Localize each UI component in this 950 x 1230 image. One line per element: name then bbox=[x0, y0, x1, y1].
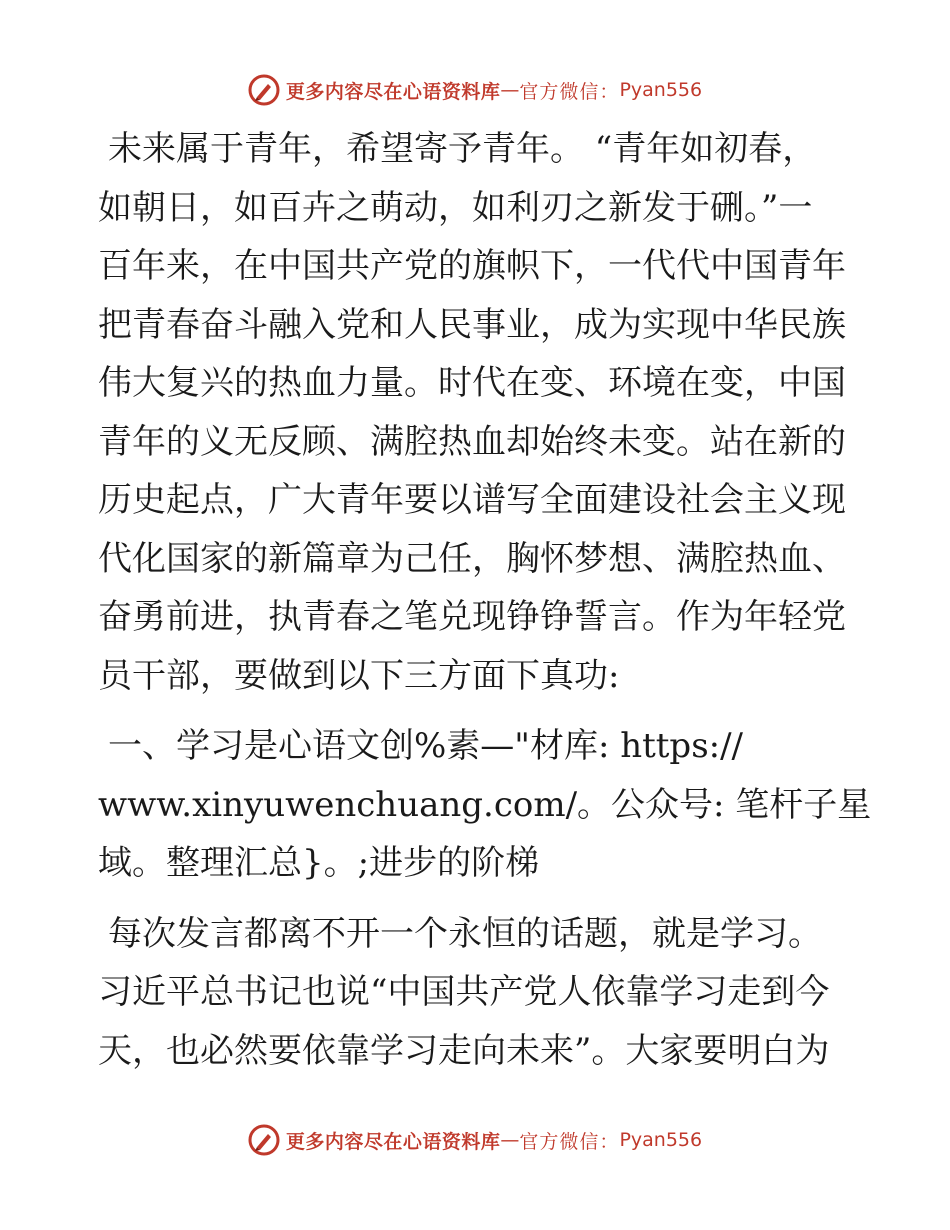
banner-dash: — bbox=[500, 1129, 520, 1151]
banner-wechat-label: 官方微信： bbox=[519, 1130, 620, 1153]
document-body bbox=[98, 120, 872, 1080]
paragraph-heading-1 bbox=[98, 717, 872, 893]
text-line: 把青春奋斗融入党和人民事业，成为实现中华民族 bbox=[98, 304, 846, 345]
text-line: 代化国家的新篇章为己任，胸怀梦想、满腔热血、 bbox=[98, 538, 846, 579]
text-line: 奋勇前进，执青春之笔兑现铮铮誓言。作为年轻党 bbox=[98, 597, 846, 637]
banner-wechat-id: Pyan556 bbox=[619, 1129, 703, 1151]
banner-wechat-id: Pyan556 bbox=[619, 79, 703, 101]
paragraph-learning bbox=[98, 905, 858, 1081]
text-line: www.xinyuwenchuang.com/。公众号: 笔杆子星 bbox=[98, 784, 872, 825]
text-line: 青年的义无反顾、满腔热血却始终未变。站在新的 bbox=[98, 421, 846, 462]
banner-dash: — bbox=[500, 79, 520, 101]
text-line: 习近平总书记也说“中国共产党人依靠学习走到今 bbox=[98, 972, 830, 1012]
banner-main-text: 更多内容尽在心语资料库 bbox=[285, 1130, 501, 1153]
text-line: 历史起点，广大青年要以谱写全面建设社会主义现 bbox=[98, 480, 846, 520]
text-line: 员干部，要做到以下三方面下真功: bbox=[98, 655, 620, 696]
text-line: 每次发言都离不开一个永恒的话题，就是学习。 bbox=[108, 913, 822, 954]
pen-logo-icon bbox=[248, 1124, 280, 1156]
banner-wechat-label: 官方微信： bbox=[519, 80, 620, 103]
text-line: 未来属于青年，希望寄予青年。 “青年如初春， bbox=[108, 129, 817, 169]
text-line: 一、学习是心语文创%素—"材库: https:// bbox=[108, 726, 744, 766]
text-line: 百年来，在中国共产党的旗帜下，一代代中国青年 bbox=[98, 246, 846, 286]
footer-banner bbox=[0, 1120, 950, 1160]
banner-main-text: 更多内容尽在心语资料库 bbox=[285, 80, 501, 103]
text-line: 天，也必然要依靠学习走向未来”。大家要明白为 bbox=[98, 1030, 830, 1071]
text-line: 域。整理汇总}。;进步的阶梯 bbox=[98, 843, 540, 883]
text-line: 伟大复兴的热血力量。时代在变、环境在变，中国 bbox=[98, 363, 846, 403]
text-line: 如朝日，如百卉之萌动，如利刃之新发于硎。”一 bbox=[98, 187, 813, 228]
pen-logo-icon bbox=[248, 74, 280, 106]
header-banner bbox=[0, 70, 950, 110]
paragraph-intro bbox=[98, 120, 858, 705]
